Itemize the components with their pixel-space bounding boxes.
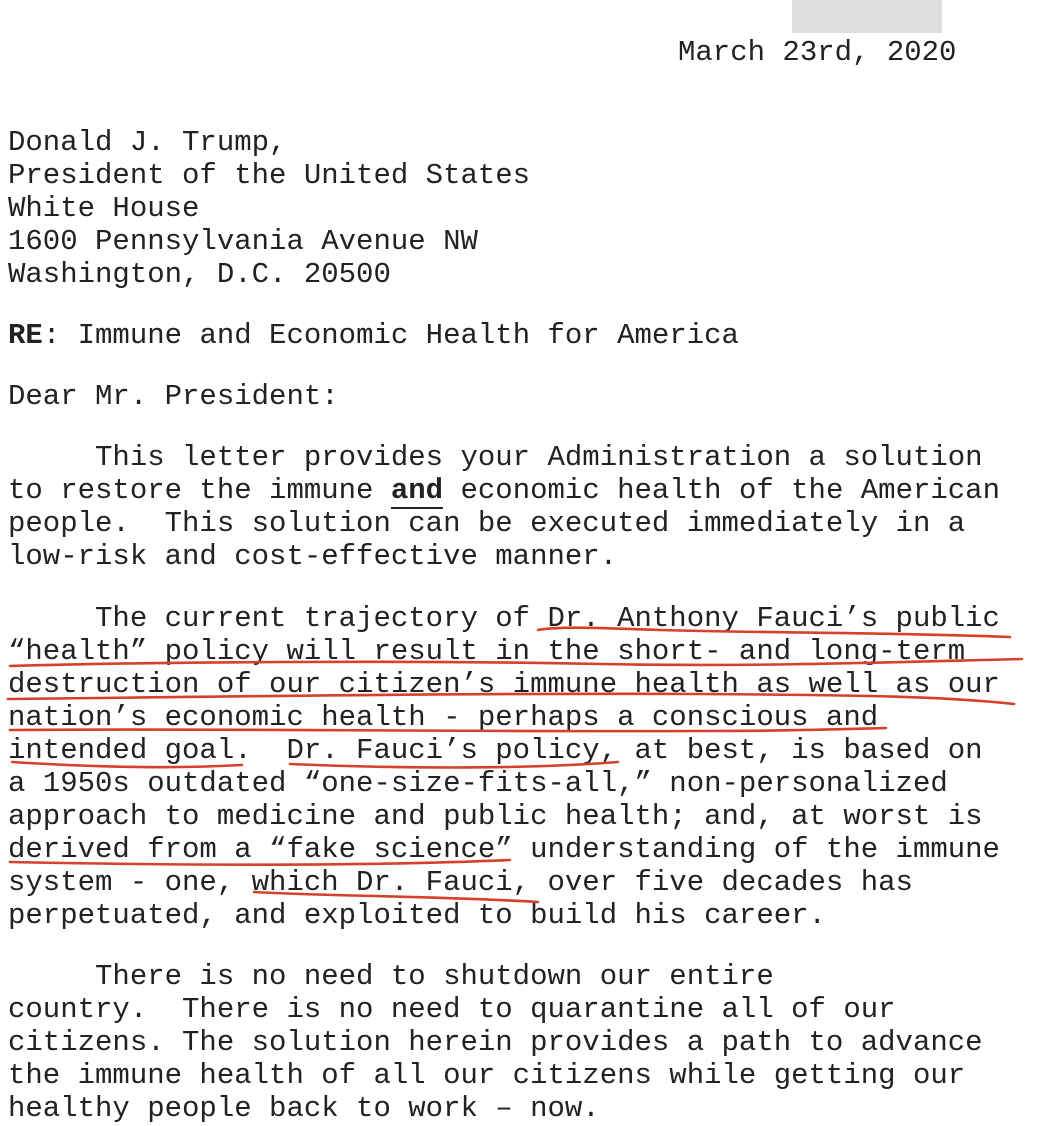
paragraph-line: The current trajectory of Dr. Anthony Fauci’s public (8, 602, 1000, 635)
text-segment: economic health of the American (443, 474, 1000, 507)
recipient-street: 1600 Pennsylvania Avenue NW (8, 225, 478, 258)
paragraph-line: This letter provides your Administration a solution (8, 441, 983, 474)
paragraph-line: the immune health of all our citizens while getting our (8, 1059, 966, 1092)
paragraph-line: “health” policy will result in the short- and long-term (8, 635, 966, 668)
subject-text: : Immune and Economic Health for America (42, 319, 739, 352)
recipient-title: President of the United States (8, 159, 531, 192)
paragraph-line: people. This solution can be executed immediately in a (8, 507, 966, 540)
recipient-city: Washington, D.C. 20500 (8, 258, 391, 291)
emphasized-and: and (390, 474, 444, 507)
paragraph-line: citizens. The solution herein provides a path to advance (8, 1026, 983, 1059)
paragraph-line: intended goal. Dr. Fauci’s policy, at best, is based on (8, 734, 983, 767)
letter-date: March 23rd, 2020 (678, 36, 957, 69)
paragraph-line: There is no need to shutdown our entire (8, 960, 774, 993)
paragraph-line: derived from a “fake science” understanding of the immune (8, 833, 1000, 866)
subject-label: RE (8, 319, 43, 352)
paragraph-line: system - one, which Dr. Fauci, over five decades has (8, 866, 913, 899)
subject-line (8, 319, 739, 352)
paragraph-line: low-risk and cost-effective manner. (8, 540, 618, 573)
paragraph-line: a 1950s outdated “one-size-fits-all,” non-personalized (8, 767, 948, 800)
paragraph-line: destruction of our citizen’s immune health as well as our (8, 668, 1000, 701)
paragraph-line: nation’s economic health - perhaps a conscious and (8, 701, 879, 734)
paragraph-line: approach to medicine and public health; and, at worst is (8, 800, 983, 833)
paragraph-line: healthy people back to work – now. (8, 1092, 600, 1125)
salutation: Dear Mr. President: (8, 380, 339, 413)
paragraph-line: perpetuated, and exploited to build his career. (8, 899, 826, 932)
redaction-box (792, 0, 942, 33)
recipient-name: Donald J. Trump, (8, 126, 287, 159)
recipient-office: White House (8, 192, 200, 225)
paragraph-line: country. There is no need to quarantine all of our (8, 993, 896, 1026)
text-segment: to restore the immune (8, 474, 391, 507)
paragraph-line (8, 474, 1000, 507)
